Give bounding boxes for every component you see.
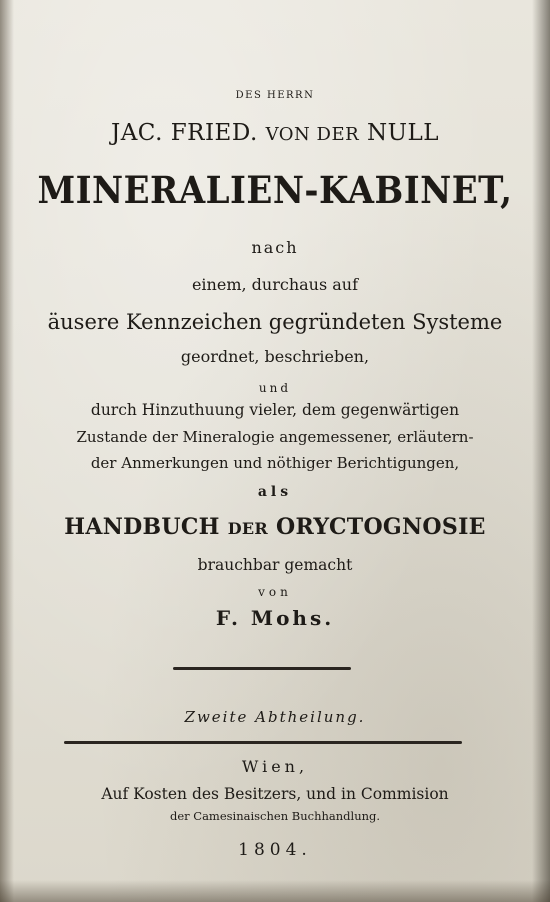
subtitle-line-6: der Anmerkungen und nöthiger Berichtigungen, (90, 454, 460, 472)
subtitle-line-5: Zustande der Mineralogie angemessener, erläutern- (76, 428, 474, 446)
von-line: von (258, 585, 292, 599)
imprint-year: 1804. (238, 840, 312, 860)
handbuch-title (0, 514, 550, 540)
ornamental-rule-short (173, 667, 351, 670)
author-particle: VON DER (265, 124, 360, 145)
subtitle-line-4: durch Hinzuthuung vieler, dem gegenwärtigen (90, 401, 460, 419)
imprint-publisher-line-2: der Camesinaischen Buchhandlung. (169, 809, 381, 823)
imprint-publisher-line-1: Auf Kosten des Besitzers, und in Commision (101, 785, 449, 803)
des-herrn-line: DES HERRN (235, 90, 315, 101)
handbuch-word: HANDBUCH (64, 514, 220, 540)
author-line (0, 120, 550, 146)
page-edge-shadow-bottom (0, 880, 550, 902)
subtitle-line-2: äusere Kennzeichen gegründeten Systeme (47, 310, 503, 334)
nach-line: nach (251, 238, 299, 257)
main-title: MINERALIEN-KABINET, (37, 168, 513, 212)
oryctognosie-word: ORYCTOGNOSIE (276, 514, 486, 540)
handbuch-der-word: DER (227, 519, 269, 538)
editor-name: F. Mohs. (215, 606, 335, 630)
ornamental-rule-long (64, 741, 462, 744)
subtitle-line-3: geordnet, beschrieben, (180, 347, 370, 366)
als-line: als (257, 484, 293, 500)
part-designation: Zweite Abtheilung. (184, 708, 366, 726)
und-line: und (258, 381, 292, 395)
brauchbar-line: brauchbar gemacht (197, 556, 353, 574)
imprint-place: Wien, (241, 757, 309, 776)
author-first-names: JAC. FRIED. (110, 120, 258, 146)
subtitle-line-1: einem, durchaus auf (191, 275, 359, 294)
author-surname: NULL (366, 120, 440, 146)
